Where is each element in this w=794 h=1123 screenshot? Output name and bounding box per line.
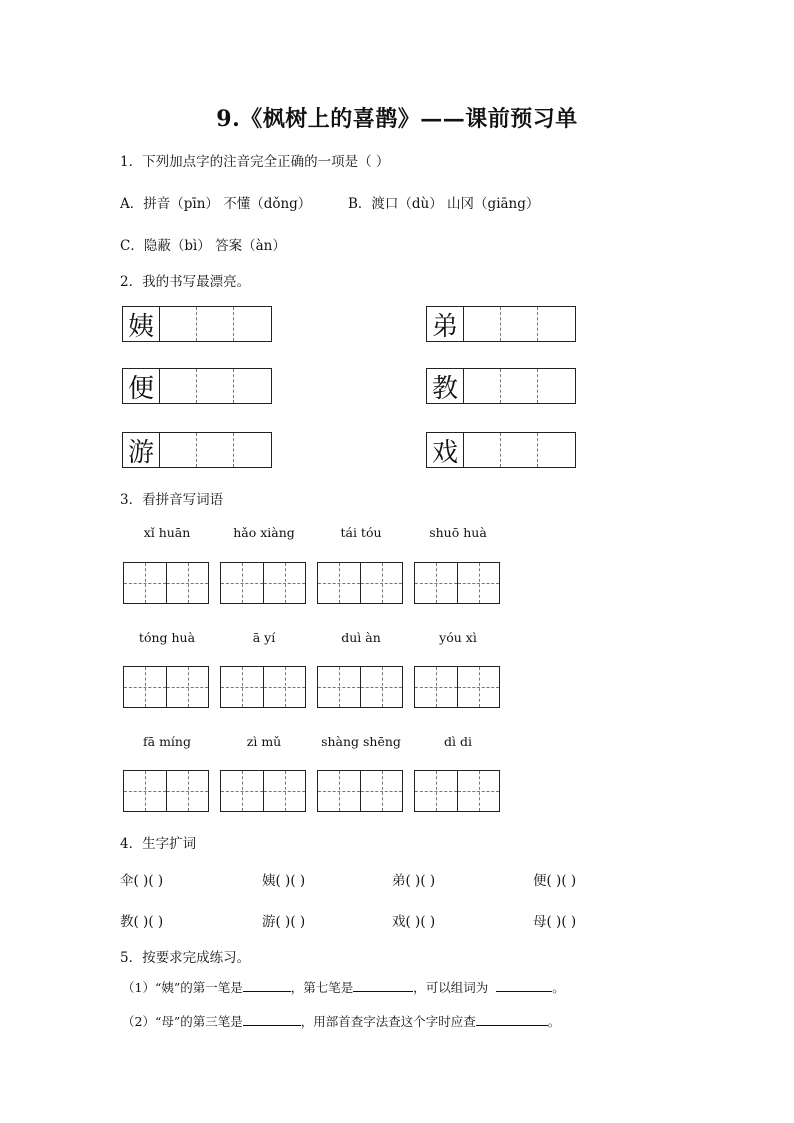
practice-cell[interactable]	[538, 307, 575, 341]
tian-cell[interactable]	[166, 563, 208, 603]
tian-cell[interactable]	[360, 563, 402, 603]
tian-cell[interactable]	[318, 771, 360, 811]
writing-row[interactable]	[122, 368, 272, 404]
writing-row[interactable]	[426, 368, 576, 404]
tian-cell[interactable]	[318, 667, 360, 707]
pinyin-label: fā míng	[143, 734, 191, 749]
practice-cell[interactable]	[538, 369, 575, 403]
pinyin-label: shuō huà	[429, 525, 487, 540]
tian-cell[interactable]	[415, 771, 457, 811]
pinyin-label: hǎo xiàng	[233, 525, 295, 540]
tian-cell[interactable]	[263, 771, 305, 811]
tian-cell[interactable]	[415, 563, 457, 603]
tian-cell[interactable]	[124, 771, 166, 811]
word-box[interactable]	[220, 770, 306, 812]
practice-cell[interactable]	[234, 307, 271, 341]
answer-blank[interactable]	[243, 1011, 301, 1026]
model-char: 戏	[427, 433, 464, 467]
q5-text: 。	[547, 1014, 561, 1029]
tian-cell[interactable]	[124, 667, 166, 707]
word-expansion-item[interactable]: 便( )( )	[533, 873, 577, 889]
practice-cell[interactable]	[501, 369, 538, 403]
practice-cell[interactable]	[538, 433, 575, 467]
tian-cell[interactable]	[166, 771, 208, 811]
pinyin-label: ā yí	[252, 630, 276, 645]
q5-prompt: 5．按要求完成练习。	[120, 950, 251, 966]
model-char: 教	[427, 369, 464, 403]
model-char: 游	[123, 433, 160, 467]
tian-cell[interactable]	[360, 771, 402, 811]
practice-cell[interactable]	[160, 307, 197, 341]
model-char: 便	[123, 369, 160, 403]
word-box[interactable]	[317, 770, 403, 812]
tian-cell[interactable]	[318, 563, 360, 603]
pinyin-label: dì di	[444, 734, 472, 749]
practice-cell[interactable]	[197, 369, 234, 403]
q1-option-c[interactable]: C．隐蔽（bì） 答案（àn）	[120, 238, 286, 254]
pinyin-label: xǐ huān	[143, 525, 191, 540]
pinyin-label: zì mǔ	[246, 734, 282, 749]
tian-cell[interactable]	[457, 771, 499, 811]
tian-cell[interactable]	[415, 667, 457, 707]
tian-cell[interactable]	[360, 667, 402, 707]
page-title: 9.《枫树上的喜鹊》——课前预习单	[216, 106, 578, 132]
pinyin-label: tái tóu	[340, 525, 382, 540]
answer-blank[interactable]	[243, 977, 291, 992]
q2-prompt: 2．我的书写最漂亮。	[120, 274, 251, 290]
word-expansion-item[interactable]: 戏( )( )	[392, 914, 436, 930]
tian-cell[interactable]	[124, 563, 166, 603]
q5-text: ，用部首查字法查这个字时应查	[300, 1014, 476, 1029]
practice-cell[interactable]	[160, 369, 197, 403]
tian-cell[interactable]	[221, 563, 263, 603]
word-box[interactable]	[123, 562, 209, 604]
writing-row[interactable]	[122, 306, 272, 342]
practice-cell[interactable]	[464, 307, 501, 341]
tian-cell[interactable]	[263, 563, 305, 603]
pinyin-label: duì àn	[341, 630, 381, 645]
q1-option-b[interactable]: B．渡口（dù） 山冈（giāng）	[348, 196, 540, 212]
q5-text: （1）“姨”的第一笔是	[122, 980, 243, 995]
practice-cell[interactable]	[197, 433, 234, 467]
pinyin-label: shàng shēng	[321, 734, 401, 749]
word-expansion-item[interactable]: 伞( )( )	[120, 873, 164, 889]
answer-blank[interactable]	[353, 977, 413, 992]
q1-option-a[interactable]: A．拼音（pīn） 不懂（dǒng）	[120, 196, 312, 212]
pinyin-label: tóng huà	[138, 630, 196, 645]
practice-cell[interactable]	[197, 307, 234, 341]
tian-cell[interactable]	[457, 563, 499, 603]
pinyin-label: yóu xì	[439, 630, 477, 645]
q3-prompt: 3．看拼音写词语	[120, 492, 224, 508]
tian-cell[interactable]	[221, 771, 263, 811]
word-box[interactable]	[317, 666, 403, 708]
word-expansion-item[interactable]: 弟( )( )	[392, 873, 436, 889]
tian-cell[interactable]	[263, 667, 305, 707]
practice-cell[interactable]	[501, 307, 538, 341]
q5-item-2	[122, 1011, 560, 1030]
word-expansion-item[interactable]: 教( )( )	[120, 914, 164, 930]
word-box[interactable]	[123, 666, 209, 708]
word-box[interactable]	[123, 770, 209, 812]
word-box[interactable]	[220, 666, 306, 708]
q5-text: ，第七笔是	[290, 980, 354, 995]
tian-cell[interactable]	[166, 667, 208, 707]
word-box[interactable]	[220, 562, 306, 604]
q4-prompt: 4．生字扩词	[120, 836, 197, 852]
practice-cell[interactable]	[160, 433, 197, 467]
q5-text: ，可以组词为	[413, 980, 489, 995]
tian-cell[interactable]	[457, 667, 499, 707]
practice-cell[interactable]	[464, 433, 501, 467]
q5-item-1	[122, 977, 565, 996]
word-box[interactable]	[414, 770, 500, 812]
practice-cell[interactable]	[501, 433, 538, 467]
word-expansion-item[interactable]: 母( )( )	[533, 914, 577, 930]
word-box[interactable]	[414, 666, 500, 708]
q5-text: （2）“母”的第三笔是	[122, 1014, 243, 1029]
tian-cell[interactable]	[221, 667, 263, 707]
q5-text: 。	[552, 980, 565, 995]
practice-cell[interactable]	[464, 369, 501, 403]
practice-cell[interactable]	[234, 433, 271, 467]
model-char: 姨	[123, 307, 160, 341]
word-box[interactable]	[317, 562, 403, 604]
word-box[interactable]	[414, 562, 500, 604]
writing-row[interactable]	[426, 306, 576, 342]
answer-blank[interactable]	[476, 1011, 548, 1026]
answer-blank[interactable]	[496, 977, 552, 992]
writing-row[interactable]	[426, 432, 576, 468]
practice-cell[interactable]	[234, 369, 271, 403]
word-expansion-item[interactable]: 游( )( )	[262, 914, 306, 930]
model-char: 弟	[427, 307, 464, 341]
writing-row[interactable]	[122, 432, 272, 468]
q1-prompt: 1．下列加点字的注音完全正确的一项是（ ）	[120, 154, 390, 170]
word-expansion-item[interactable]: 姨( )( )	[262, 873, 306, 889]
